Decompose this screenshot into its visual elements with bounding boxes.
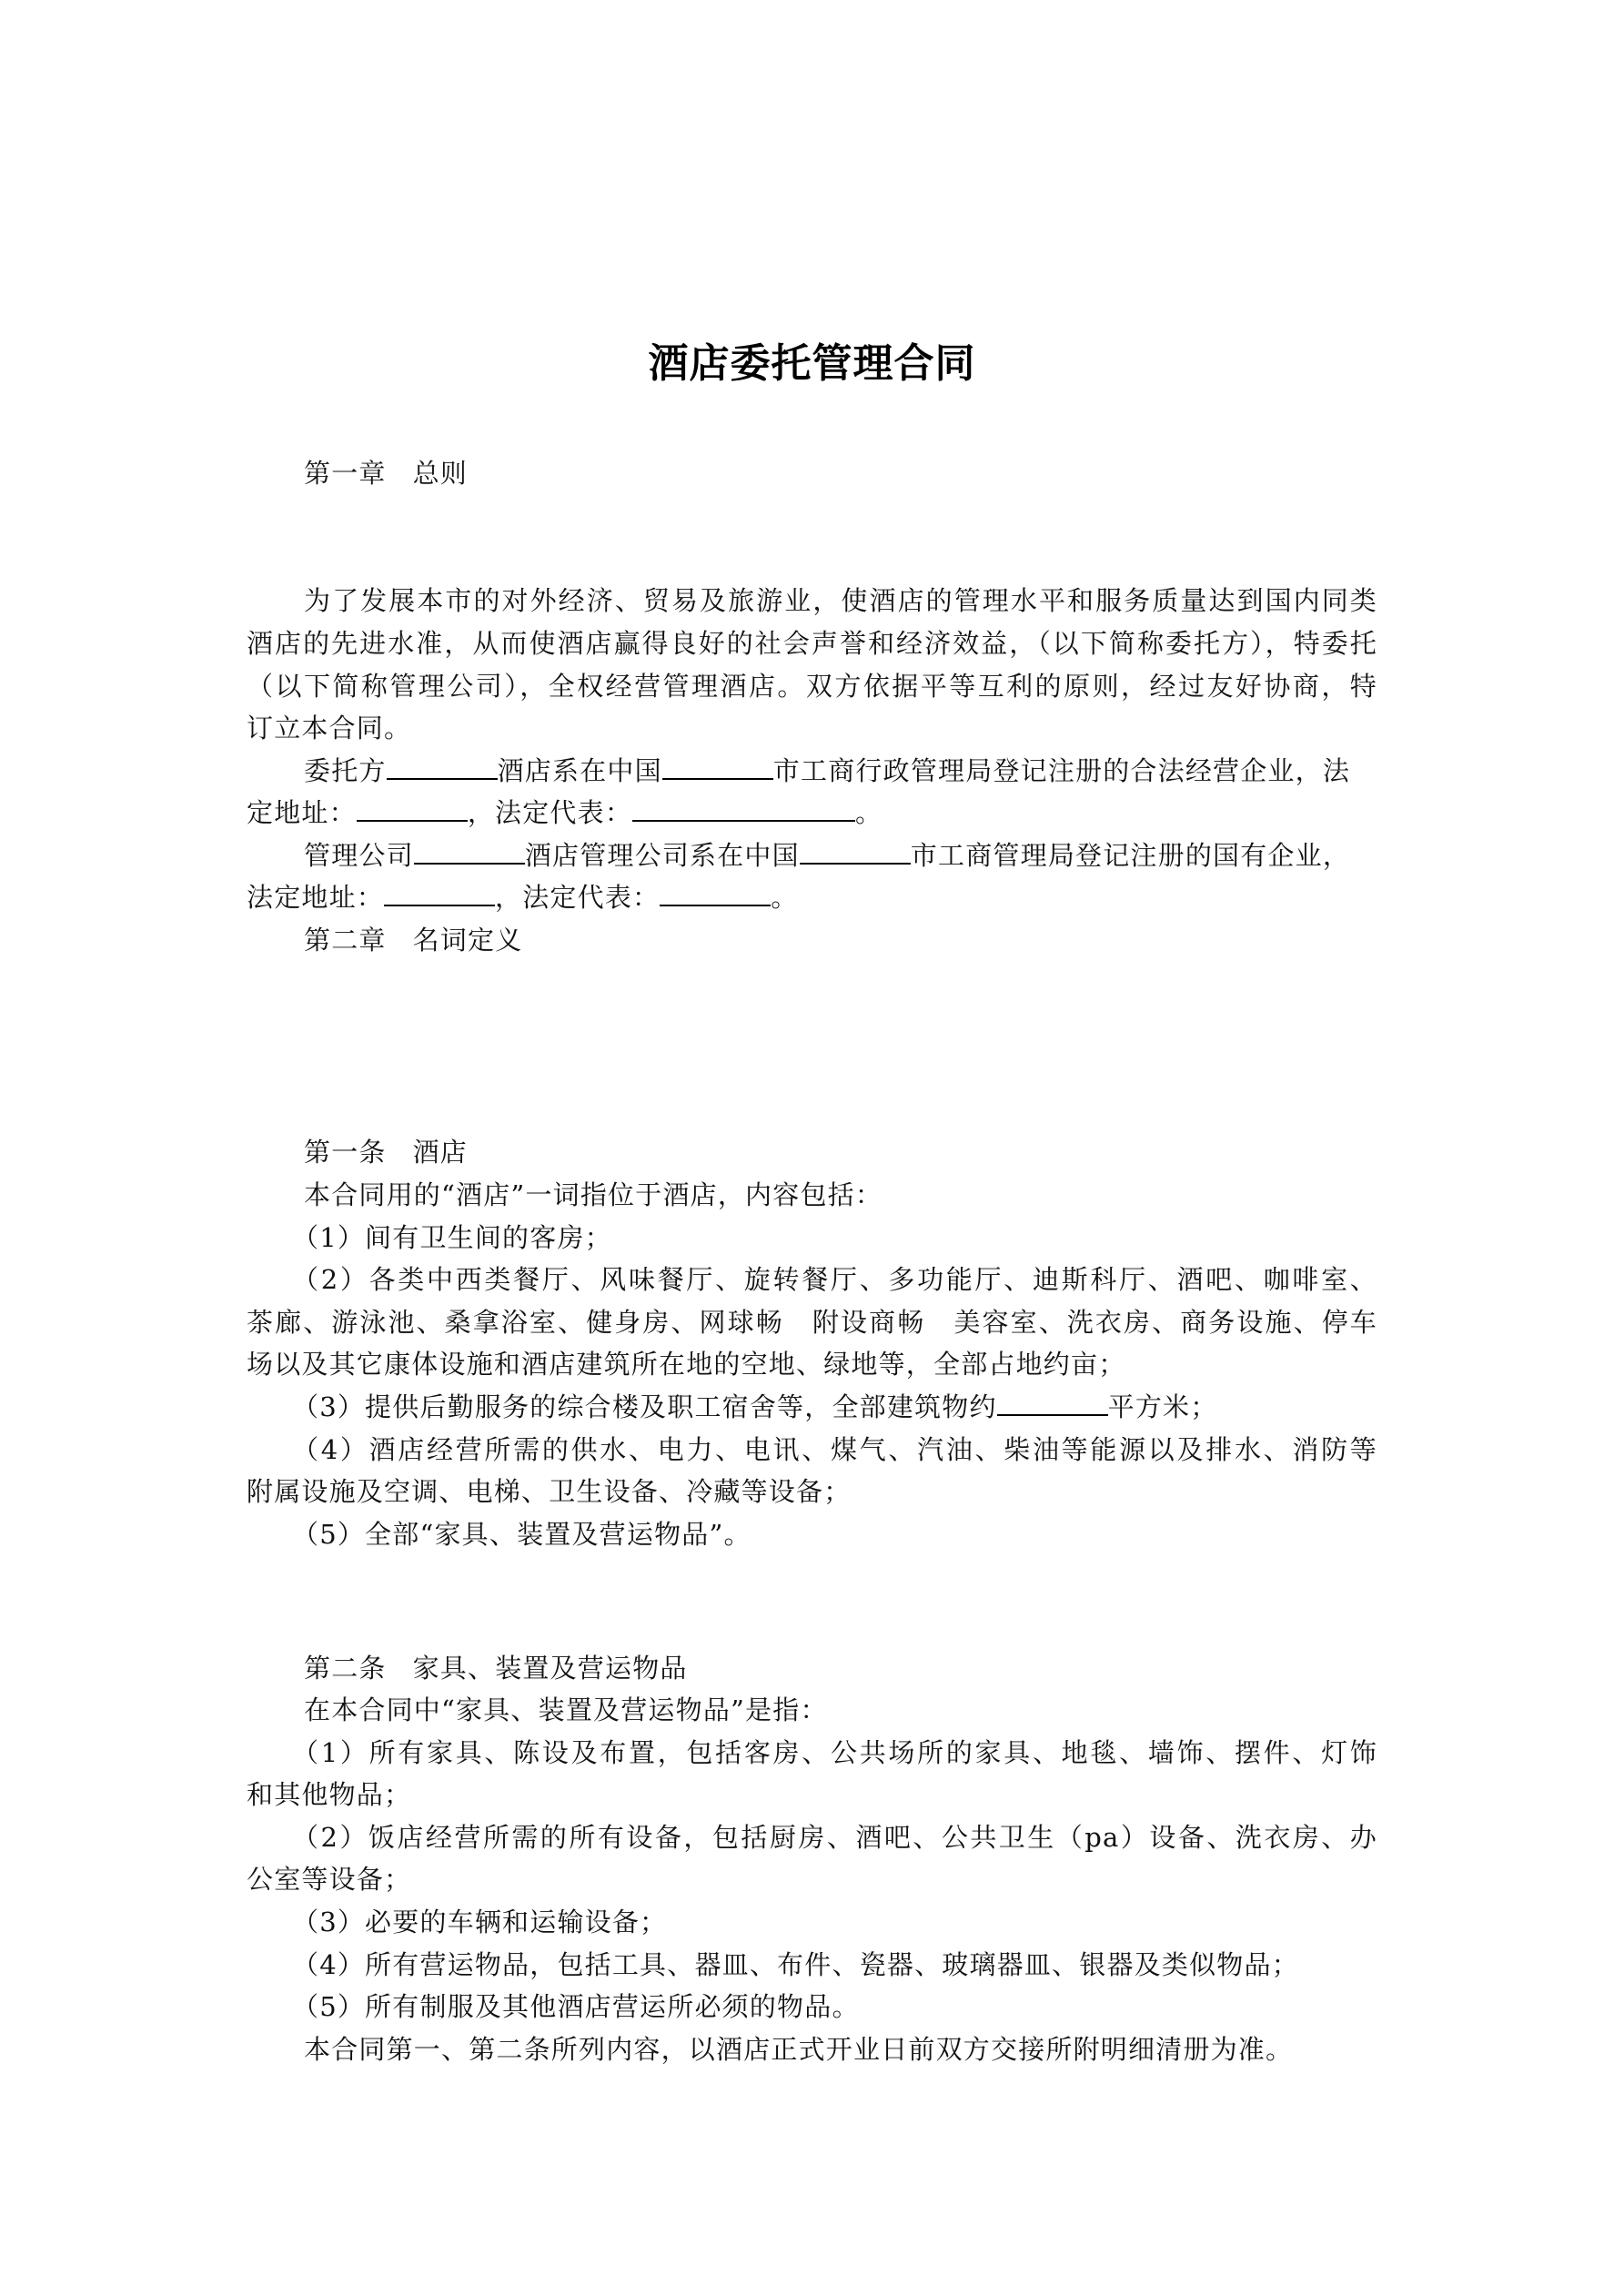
preamble-line: 订立本合同。 <box>247 713 412 743</box>
article-2-name: 家具、装置及营运物品 <box>412 1653 688 1684</box>
chapter-1-label: 第一章 <box>304 458 387 489</box>
item-3-text: （3）提供后勤服务的综合楼及职工宿舍等，全部建筑物约 <box>292 1391 997 1422</box>
city-blank[interactable] <box>662 751 773 780</box>
article-1-item-1: （1）间有卫生间的客房； <box>292 1222 612 1253</box>
preamble-line: 为了发展本市的对外经济、贸易及旅游业，使酒店的管理水平和服务质量达到国内同类 <box>304 585 1377 616</box>
party-a-text: 酒店系在中国 <box>497 755 662 786</box>
article-1-heading <box>247 1131 1377 1173</box>
party-b-line-1 <box>247 834 1377 876</box>
party-a-text: 委托方 <box>304 755 387 786</box>
article-1-item-5: （5）全部“家具、装置及营运物品”。 <box>292 1519 751 1550</box>
article-2-intro: 在本合同中“家具、装置及营运物品”是指： <box>304 1694 828 1725</box>
building-area-blank[interactable] <box>997 1387 1108 1416</box>
chapter-2-heading <box>247 919 1377 961</box>
legal-representative-blank[interactable] <box>632 793 855 822</box>
preamble-line: 酒店的先进水准，从而使酒店赢得良好的社会声誉和经济效益，（以下简称委托方），特委托 <box>247 628 1377 659</box>
article-1-name: 酒店 <box>412 1137 469 1168</box>
article-2-item-5: （5）所有制服及其他酒店营运所必须的物品。 <box>292 1991 860 2022</box>
item-3-text: 平方米； <box>1107 1391 1218 1422</box>
legal-address-blank[interactable] <box>357 793 468 822</box>
chapter-1-heading <box>247 452 1377 494</box>
article-2-item-1-line: （1）所有家具、陈设及布置，包括客房、公共场所的家具、地毯、墙饰、摆件、灯饰 <box>292 1737 1377 1768</box>
chapter-2-name: 名词定义 <box>412 925 523 956</box>
article-2-heading <box>247 1647 1377 1689</box>
party-b-text: 法定地址： <box>247 882 385 913</box>
article-2-item-2-line: 公室等设备； <box>247 1864 412 1895</box>
party-b-text: 酒店管理公司系在中国 <box>524 840 800 871</box>
article-1-intro: 本合同用的“酒店”一词指位于酒店，内容包括： <box>304 1179 883 1210</box>
document-title: 酒店委托管理合同 <box>648 340 976 387</box>
article-1-item-2-line: 茶廊、游泳池、桑拿浴室、健身房、网球畅 附设商畅 美容室、洗衣房、商务设施、停车 <box>247 1307 1377 1338</box>
party-b-text: ，法定代表： <box>495 882 661 913</box>
management-company-name-blank[interactable] <box>414 835 525 865</box>
party-b-line-2 <box>247 876 1377 918</box>
article-2-item-4: （4）所有营运物品，包括工具、器皿、布件、瓷器、玻璃器皿、银器及类似物品； <box>292 1949 1299 1980</box>
party-b-text: 市工商管理局登记注册的国有企业， <box>910 840 1351 871</box>
legal-representative-blank[interactable] <box>660 877 771 906</box>
article-2-item-3: （3）必要的车辆和运输设备； <box>292 1907 668 1937</box>
party-a-line-1 <box>247 750 1377 792</box>
hotel-name-blank[interactable] <box>387 751 498 780</box>
party-b-text: 。 <box>771 882 799 913</box>
chapter-2-label: 第二章 <box>304 925 387 956</box>
party-b-text: 管理公司 <box>304 840 414 871</box>
party-a-text: 定地址： <box>247 797 357 828</box>
article-1-item-3 <box>247 1386 1366 1428</box>
preamble-line: （以下简称管理公司），全权经营管理酒店。双方依据平等互利的原则，经过友好协商，特 <box>247 671 1377 702</box>
legal-address-blank[interactable] <box>384 877 495 906</box>
party-a-text: 市工商行政管理局登记注册的合法经营企业，法 <box>772 755 1351 786</box>
article-1-item-2-line: （2）各类中西类餐厅、风味餐厅、旋转餐厅、多功能厅、迪斯科厅、酒吧、咖啡室、 <box>292 1264 1377 1295</box>
party-a-text: ，法定代表： <box>467 797 633 828</box>
party-a-text: 。 <box>855 797 883 828</box>
chapter-1-name: 总则 <box>412 458 469 489</box>
article-1-label: 第一条 <box>304 1137 387 1168</box>
article-2-item-2-line: （2）饭店经营所需的所有设备，包括厨房、酒吧、公共卫生（pa）设备、洗衣房、办 <box>292 1822 1377 1853</box>
article-2-label: 第二条 <box>304 1653 387 1684</box>
article-1-item-2-line: 场以及其它康体设施和酒店建筑所在地的空地、绿地等，全部占地约亩； <box>247 1349 1126 1380</box>
article-2-item-1-line: 和其他物品； <box>247 1779 412 1810</box>
article-1-item-4-line: （4）酒店经营所需的供水、电力、电讯、煤气、汽油、柴油等能源以及排水、消防等 <box>292 1434 1377 1465</box>
article-1-item-4-line: 附属设施及空调、电梯、卫生设备、冷藏等设备； <box>247 1476 852 1507</box>
party-a-line-2 <box>247 792 1377 834</box>
city-blank[interactable] <box>800 835 911 865</box>
article-2-closing: 本合同第一、第二条所列内容，以酒店正式开业日前双方交接所附明细清册为准。 <box>304 2034 1294 2065</box>
